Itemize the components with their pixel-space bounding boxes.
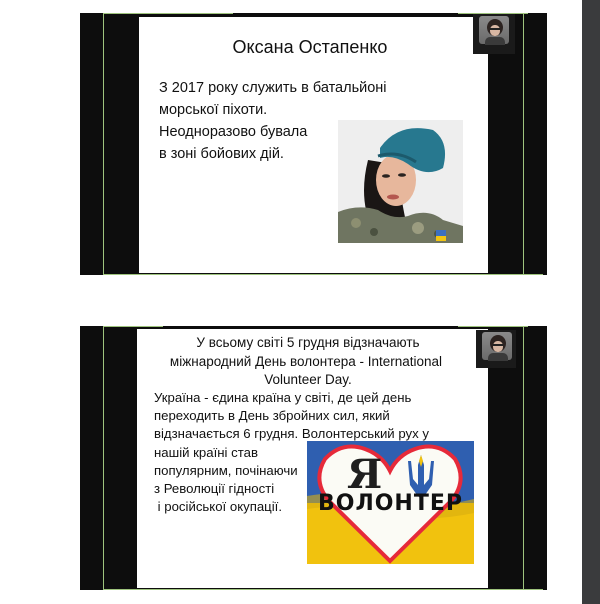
text-line: і російської окупації. — [154, 499, 282, 515]
participant-glasses — [493, 344, 503, 346]
text-line: популярним, почінаючи — [154, 462, 298, 478]
text-line: Україна - єдина країна у світі, де цей день — [154, 390, 412, 405]
text-line: морської піхоти. — [159, 102, 268, 118]
text-line: З 2017 року служить в батальйоні — [159, 80, 387, 96]
text-line: в зоні бойових дій. — [159, 146, 284, 162]
title-line: У всьому світі 5 грудня відзначають — [196, 335, 420, 350]
banner-word: ВОЛОНТЕР — [317, 491, 464, 516]
slide-2-title — [150, 334, 466, 390]
scrollbar[interactable] — [582, 0, 600, 604]
title-line: Volunteer Day. — [264, 372, 352, 387]
participant-glasses — [490, 28, 500, 30]
accent-line — [103, 13, 233, 14]
participant-body — [485, 37, 505, 45]
text-line: Неодноразово бувала — [159, 124, 308, 140]
title-line: міжнародний День волонтера - International — [169, 353, 443, 369]
volunteer-banner — [307, 441, 474, 564]
participant-face — [490, 25, 500, 36]
participant-body — [488, 353, 508, 361]
participant-face — [493, 341, 503, 352]
accent-line — [103, 326, 163, 327]
person-photo — [338, 120, 463, 243]
accent-line — [103, 326, 104, 589]
accent-line — [103, 274, 543, 275]
text-line: нашій країні став — [154, 444, 258, 460]
text-line: відзначається 6 грудня. Волонтерський рух у — [154, 426, 429, 442]
accent-line — [523, 13, 524, 274]
participant-video — [479, 16, 509, 44]
person-photo-icon — [338, 120, 463, 243]
slide-1-title: Оксана Остапенко — [232, 37, 388, 57]
text-line: переходить в День збройних сил, який — [154, 408, 390, 424]
accent-line — [523, 326, 524, 589]
participant-video-thumbnail[interactable] — [476, 330, 516, 368]
participant-video — [482, 332, 512, 360]
accent-line — [103, 589, 543, 590]
accent-line — [103, 13, 104, 274]
text-line: з Революції гідності — [154, 481, 275, 497]
banner-letter: Я — [347, 451, 383, 498]
accent-line — [458, 326, 528, 327]
